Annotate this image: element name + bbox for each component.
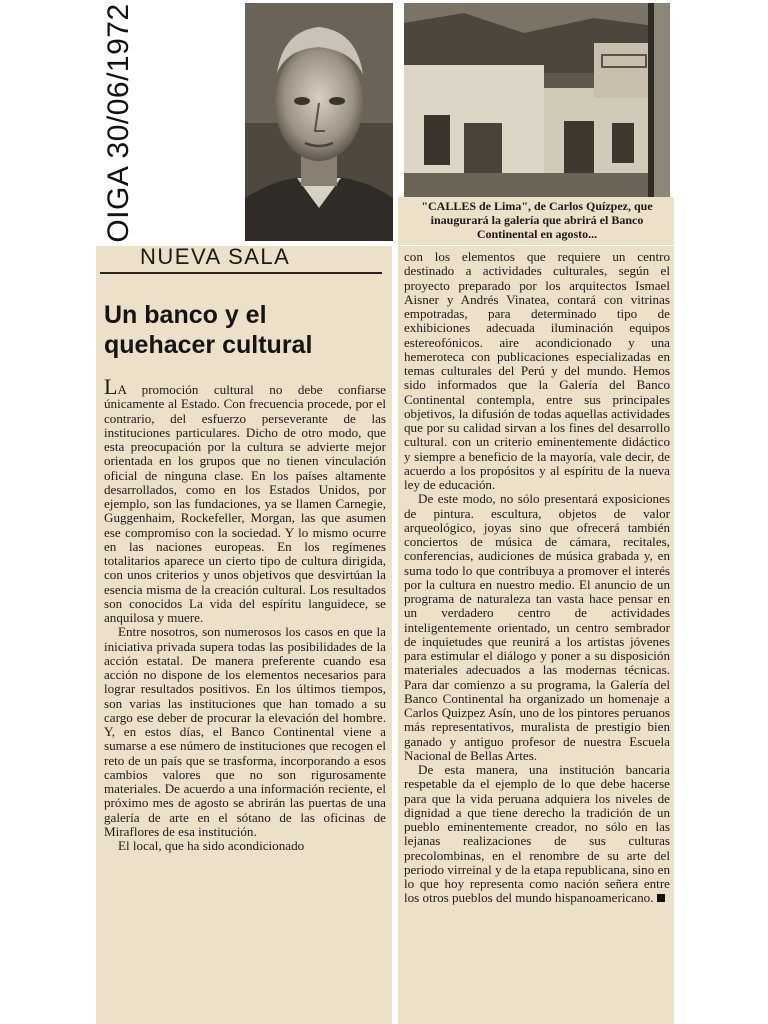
end-of-article-mark [657, 894, 665, 902]
paragraph: con los elementos que requiere un centro destinado a actividades culturales, según el proyecto preparado por los arquitectos Ismael Aisner y Andrés Vinatea, contará con vitrinas empotradas, para determinado tipo de exhibiciones adecuada iluminación equipos estereofónicos. aire acondicionado y una hemeroteca con publicaciones especializadas en temas culturales del Perú y del mundo. Hemos sido informados que la Galería del Banco Continental contempla, entre sus principales objetivos, la difusión de todas aquellas actividades que por su calidad sirvan a los fines del desarrollo cultural. con un criterio eminentemente didáctico y siempre a beneficio de la mayoría, vale decir, de acuerdo a los propósitos y al espíritu de la nueva ley de educación. [404, 249, 670, 492]
paragraph: El local, que ha sido acondicionado [118, 838, 305, 853]
portrait-photo [245, 3, 393, 241]
article-body-left [104, 374, 386, 853]
paragraph: LA promoción cultural no debe confiarse únicamente al Estado. Con frecuencia procede, por el contrario, del esfuerzo perseverante de las instituciones particulares. Dicho de otro modo, que esta preocupación por la cultura se advierte mejor orientada en los grupos que no tienen vinculación oficial de ninguna clase. En los países altamente desarrollados, como en los Estados Unidos, por ejemplo, son las fundaciones, ya se llamen Carnegie, Guggenhaim, Rockefeller, Morgan, las que asumen ese compromiso con la sociedad. Y lo mismo ocurre en las naciones europeas. En los regímenes totalitarios aparece un cierto tipo de cultura dirigida, con unos criterios y unos objetivos que desvirtúan la esencia misma de la creación cultural. Los resultados son conocidos La vida del espíritu languidece, se anquilosa y muere. [104, 374, 386, 625]
article-headline: Un banco y el quehacer cultural [104, 301, 313, 359]
section-kicker: NUEVA SALA [140, 244, 291, 269]
publication-date-text: OIGA 30/06/1972 [102, 3, 135, 243]
paragraph: Entre nosotros, son numerosos los casos en que la iniciativa privada supera todas las posibilidades de la acción estatal. De manera preferente cuando esa acción no dispone de los elementos necesarios para lograr resultados positivos. En los últimos tiempos, son varias las instituciones que han tomado a su cargo ese deber de procurar la elevación del hombre. Y, en estos días, el Banco Continental viene a sumarse a ese número de instituciones que recogen el reto de un país que se trasforma, incorporando a esos cambios valores que no son rigurosamente materiales. De acuerdo a una información reciente, el próximo mes de agosto se abrirán las puertas de una galería de arte en el sótano de las oficinas de Miraflores de esa institución. [104, 624, 386, 839]
article-body-right [404, 250, 670, 906]
street-painting-photo [404, 3, 670, 197]
paragraph-text: De esta manera, una institución bancaria respetable da el ejemplo de lo que debe hacerse para que la vida peruana adquiera los niveles de dignidad a que tiene derecho la tradición de un pueblo eminentemente creador, no sólo en las lejanas realizaciones de sus culturas precolombinas, en el renombre de su arte del periodo virreinal y de la etapa republicana, sino en lo que hoy representa como nación señera entre los otros pueblos del mundo hispanoamericano. [404, 762, 670, 906]
paragraph [404, 763, 670, 906]
section-divider [100, 272, 382, 274]
publication-date-label [100, 4, 138, 242]
photo-caption: "CALLES de Lima", de Carlos Quízpez, que inaugurará la galería que abrirá el Banco Continental en agosto... [421, 199, 653, 241]
paragraph: De este modo, no sólo presentará exposiciones de pintura. escultura, objetos de valor arqueológico, joyas sino que ofrecerá también conciertos de música de cámara, recitales, conferencias, audiciones de música grabada y, en suma todo lo que contribuya a promover el interés por la cultura en nuestro medio. El anuncio de un programa de naturaleza tan vasta hace pensar en un verdadero centro de actividades inteligentemente orientado, un centro sembrador de inquietudes que reunirá a los artistas jóvenes para estimular el diálogo y poner a su disposición materiales adecuados a las modernas técnicas. Para dar comienzo a su programa, la Galería del Banco Continental ha organizado un homenaje a Carlos Quizpez Asín, uno de los pintores peruanos más representativos, muralista de prestigio bien ganado y antiguo profesor de nuestra Escuela Nacional de Bellas Artes. [404, 491, 670, 763]
